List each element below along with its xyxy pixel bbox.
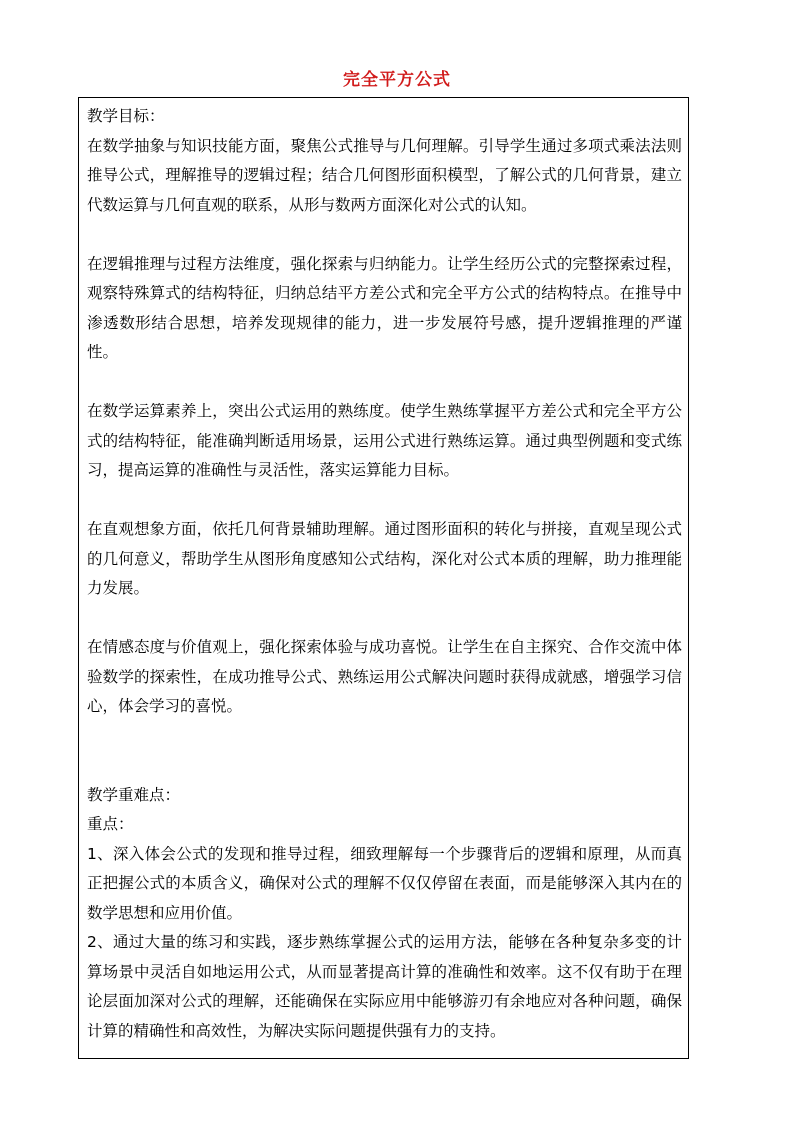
objective-paragraph: 在直观想象方面，依托几何背景辅助理解。通过图形面积的转化与拼接，直观呈现公式的几何意义，帮助学生从图形角度感知公式结构，深化对公式本质的理解，助力推理能力发展。 [87,520,682,597]
objective-paragraph: 在数学运算素养上，突出公式运用的熟练度。使学生熟练掌握平方差公式和完全平方公式的结构特征，能准确判断适用场景，运用公式进行熟练运算。通过典型例题和变式练习，提高运算的准确性与灵活性，落实运算能力目标。 [87,402,682,479]
paragraph-spacer [87,220,682,250]
section-spacer [87,722,682,781]
key-point-item: 1、深入体会公式的发现和推导过程，细致理解每一个步骤背后的逻辑和原理，从而真正把握公式的本质含义，确保对公式的理解不仅仅停留在表面，而是能够深入其内在的数学思想和应用价值。 [87,844,682,922]
paragraph-spacer [87,486,682,516]
objective-paragraph: 在逻辑推理与过程方法维度，强化探索与归纳能力。让学生经历公式的完整探索过程，观察特殊算式的结构特征，归纳总结平方差公式和完全平方公式的结构特点。在推导中渗透数形结合思想，培养发现规律的能力，进一步发展符号感，提升逻辑推理的严谨性。 [87,254,682,361]
objectives-heading: 教学目标： [87,107,165,125]
key-point-item: 2、通过大量的练习和实践，逐步熟练掌握公式的运用方法，能够在各种复杂多变的计算场景中灵活自如地运用公式，从而显著提高计算的准确性和效率。这不仅有助于在理论层面加深对公式的理解，还能确保在实际应用中能够游刃有余地应对各种问题，确保计算的精确性和高效性，为解决实际问题提供强有力的支持。 [87,933,682,1040]
key-points-heading: 教学重难点： [87,785,181,804]
objective-paragraph: 在情感态度与价值观上，强化探索体验与成功喜悦。让学生在自主探究、合作交流中体验数学的探索性，在成功推导公式、熟练运用公式解决问题时获得成就感，增强学习信心，体会学习的喜悦。 [87,638,682,715]
document-title: 完全平方公式 [343,70,451,90]
objective-paragraph: 在数学抽象与知识技能方面，聚焦公式推导与几何理解。引导学生通过多项式乘法法则推导公式，理解推导的逻辑过程；结合几何图形面积模型，了解公式的几何背景，建立代数运算与几何直观的联系，从形与数两方面深化对公式的认知。 [87,136,682,214]
paragraph-spacer [87,604,682,634]
paragraph-spacer [87,368,682,398]
key-points-subheading: 重点： [87,815,134,833]
lesson-plan-table-cell [78,97,689,1059]
